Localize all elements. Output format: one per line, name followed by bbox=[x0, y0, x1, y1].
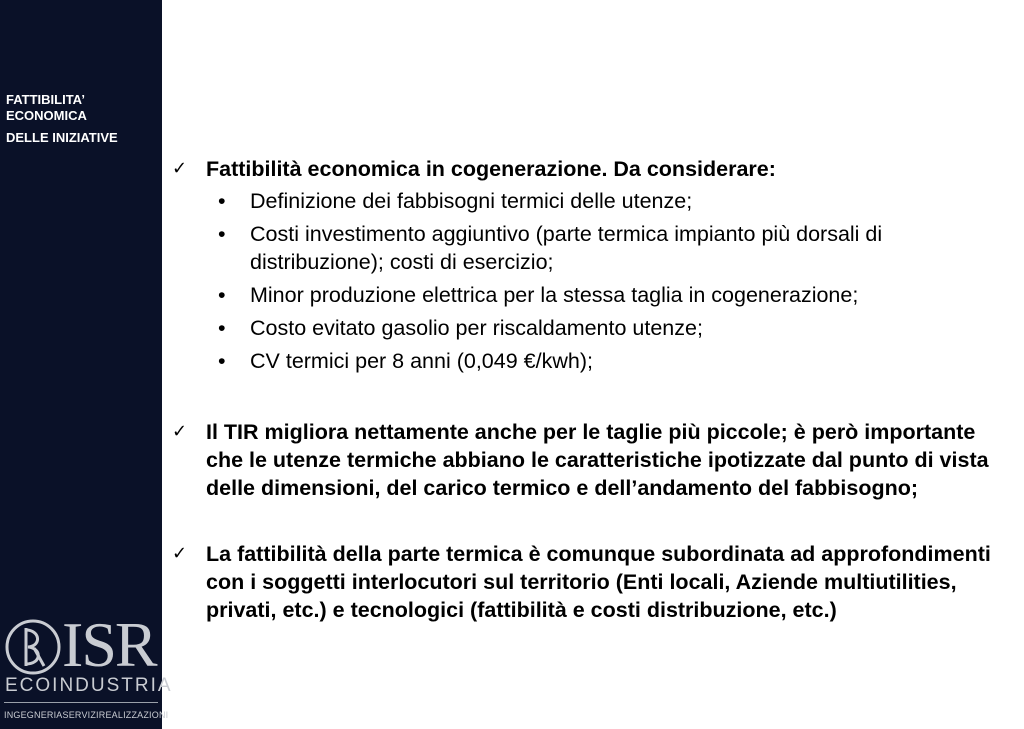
point-1-text: Fattibilità economica in cogenerazione. Da considerare: bbox=[206, 157, 776, 181]
list-item bbox=[172, 220, 1012, 276]
list-item-text: CV termici per 8 anni (0,049 €/kwh); bbox=[250, 349, 593, 373]
bullet-icon: • bbox=[218, 316, 226, 340]
sidebar bbox=[0, 0, 173, 729]
list-item bbox=[172, 347, 1012, 375]
list-item-text: Costi investimento aggiuntivo (parte termica impianto più dorsali di distribuzione); costi di esercizio; bbox=[250, 222, 883, 274]
list-item bbox=[172, 281, 1012, 309]
bullet-icon: • bbox=[218, 189, 226, 213]
checkmark-icon: ✓ bbox=[172, 421, 188, 442]
bullet-icon: • bbox=[218, 222, 226, 246]
section-title bbox=[6, 92, 156, 146]
checkmark-icon: ✓ bbox=[172, 543, 188, 564]
list-item bbox=[172, 314, 1012, 342]
list-item bbox=[172, 187, 1012, 215]
section-title-line-3: DELLE INIZIATIVE bbox=[6, 130, 118, 145]
logo-tagline: INGEGNERIASERVIZIREALIZZAZIONI bbox=[4, 710, 169, 720]
point-2-text: Il TIR migliora nettamente anche per le taglie più piccole; è però importante che le utenze termiche abbiano le caratteristiche ipotizzate dal punto di vista delle dimensioni, del carico termico e dell’andamento del fabbisogno; bbox=[206, 420, 989, 500]
point-3 bbox=[172, 540, 1012, 624]
point-1 bbox=[172, 155, 1012, 375]
section-title-line-1: FATTIBILITA’ bbox=[6, 92, 85, 107]
logo-divider bbox=[4, 702, 158, 703]
checkmark-icon: ✓ bbox=[172, 158, 188, 179]
list-item-text: Costo evitato gasolio per riscaldamento utenze; bbox=[250, 316, 703, 340]
bullet-icon: • bbox=[218, 283, 226, 307]
list-item-text: Definizione dei fabbisogni termici delle utenze; bbox=[250, 189, 693, 213]
logo-name: ISR bbox=[62, 609, 156, 680]
point-3-text: La fattibilità della parte termica è comunque subordinata ad approfondimenti con i soggetti interlocutori sul territorio (Enti locali, Aziende multiutilities, privati, etc.) e tecnologici (fattibilità e costi distribuzione, etc.) bbox=[206, 542, 991, 622]
section-title-line-2: ECONOMICA bbox=[6, 108, 87, 123]
point-2 bbox=[172, 418, 1012, 502]
logo-subname: ECOINDUSTRIA bbox=[5, 675, 173, 696]
slide-content bbox=[172, 155, 1012, 624]
bullet-icon: • bbox=[218, 349, 226, 373]
company-logo bbox=[0, 609, 173, 729]
list-item-text: Minor produzione elettrica per la stessa taglia in cogenerazione; bbox=[250, 283, 859, 307]
isr-monogram-icon bbox=[4, 618, 62, 676]
point-1-list bbox=[206, 187, 1012, 375]
